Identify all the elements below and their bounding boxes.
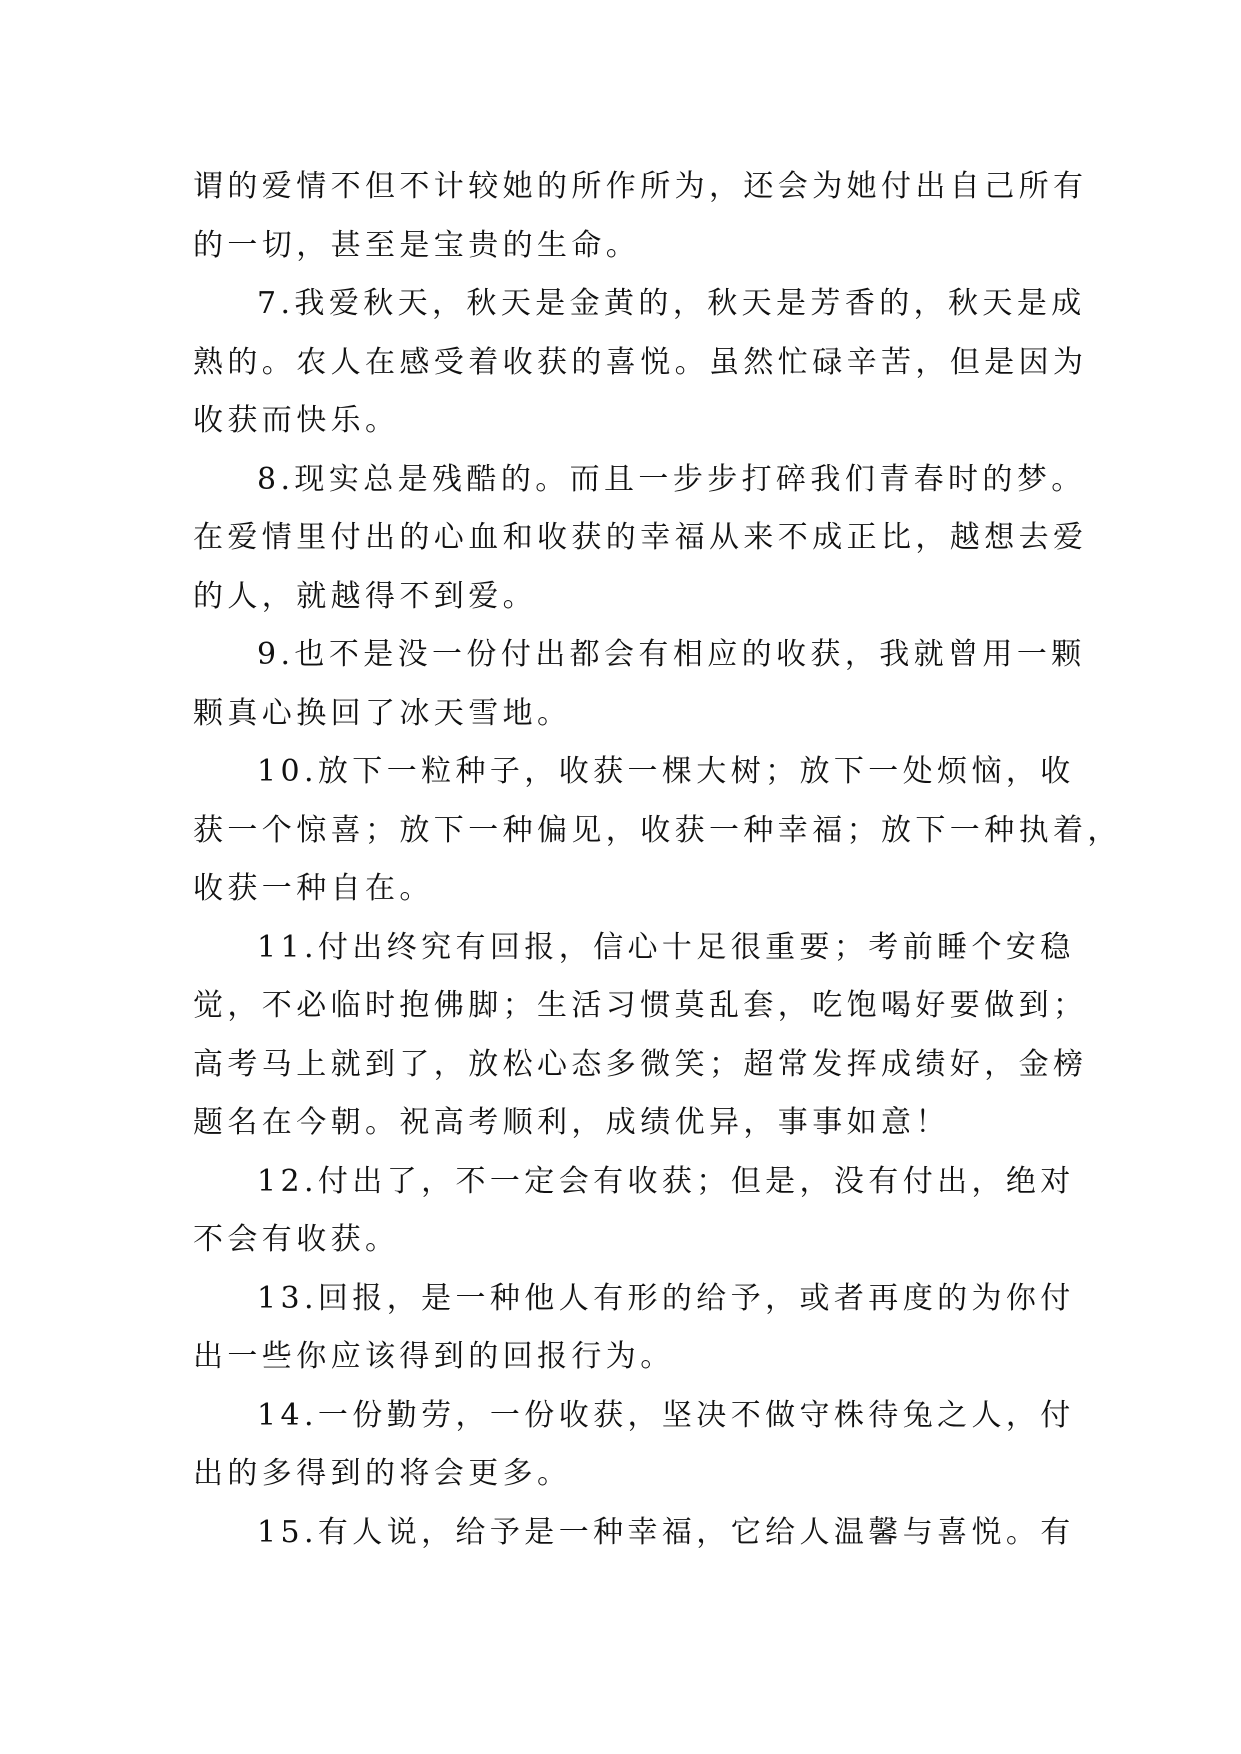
paragraph-first-line: 13.回报，是一种他人有形的给予，或者再度的为你付: [257, 1280, 1075, 1316]
paragraph-line: 觉，不必临时抱佛脚；生活习惯莫乱套，吃饱喝好要做到；: [193, 988, 1088, 1023]
document-body: [193, 158, 1122, 1562]
paragraph-first-line: 9.也不是没一份付出都会有相应的收获，我就曾用一颗: [257, 637, 1086, 672]
paragraph-first-line: 11.付出终究有回报，信心十足很重要；考前睡个安稳: [257, 929, 1075, 965]
paragraph-line: 的一切，甚至是宝贵的生命。: [193, 227, 641, 263]
paragraph-first-line: 7.我爱秋天，秋天是金黄的，秋天是芳香的，秋天是成: [257, 286, 1086, 321]
paragraph-line: 收获而快乐。: [193, 403, 400, 438]
paragraph-first-line: 15.有人说，给予是一种幸福，它给人温馨与喜悦。有: [257, 1514, 1075, 1550]
paragraph-line: 题名在今朝。祝高考顺利，成绩优异，事事如意！: [193, 1105, 950, 1140]
paragraph-line: 收获一种自在。: [193, 871, 434, 906]
paragraph-line: 出一些你应该得到的回报行为。: [193, 1339, 675, 1374]
paragraph-line: 获一个惊喜；放下一种偏见，收获一种幸福；放下一种执着，: [193, 812, 1122, 848]
paragraph-line: 颗真心换回了冰天雪地。: [193, 695, 572, 731]
paragraph-line: 熟的。农人在感受着收获的喜悦。虽然忙碌辛苦，但是因为: [193, 344, 1088, 380]
paragraph-line: 高考马上就到了，放松心态多微笑；超常发挥成绩好，金榜: [193, 1046, 1088, 1082]
paragraph-first-line: 12.付出了，不一定会有收获；但是，没有付出，绝对: [257, 1163, 1075, 1199]
paragraph-first-line: 14.一份勤劳，一份收获，坚决不做守株待兔之人，付: [257, 1397, 1075, 1433]
paragraph-line: 的人，就越得不到爱。: [193, 578, 537, 614]
paragraph-line: 谓的爱情不但不计较她的所作所为，还会为她付出自己所有: [193, 169, 1088, 204]
paragraph-first-line: 10.放下一粒种子，收获一棵大树；放下一处烦恼，收: [257, 754, 1075, 789]
paragraph-line: 不会有收获。: [193, 1222, 400, 1257]
paragraph-line: 出的多得到的将会更多。: [193, 1456, 572, 1491]
paragraph-line: 在爱情里付出的心血和收获的幸福从来不成正比，越想去爱: [193, 520, 1088, 555]
paragraph-first-line: 8.现实总是残酷的。而且一步步打碎我们青春时的梦。: [257, 461, 1086, 497]
